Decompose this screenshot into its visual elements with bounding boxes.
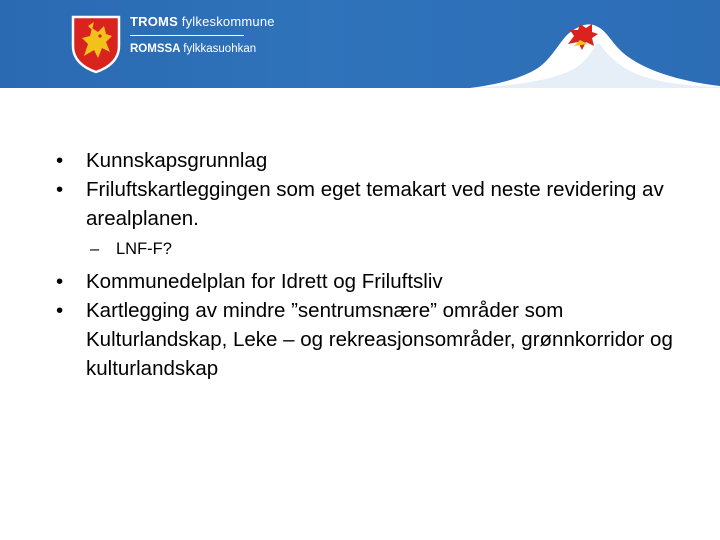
- coat-of-arms-logo: [70, 14, 122, 79]
- org-name-sami: [130, 43, 275, 55]
- org-divider: [130, 35, 244, 36]
- bullet-glyph: •: [56, 270, 64, 293]
- org-sami-bold: ROMSSA: [130, 43, 181, 55]
- slide-content: [56, 146, 686, 383]
- org-name-bold: TROMS: [130, 14, 178, 29]
- sub-bullet-text: LNF-F?: [116, 240, 172, 258]
- header-band: [0, 0, 720, 88]
- bullet-item: [56, 175, 686, 233]
- bullet-glyph: •: [56, 178, 64, 201]
- org-name-light: fylkeskommune: [181, 14, 275, 29]
- bullet-item: [56, 296, 686, 383]
- griffin-coat-of-arms-icon: [70, 14, 122, 74]
- bullet-item: [56, 146, 686, 175]
- dash-glyph: –: [90, 240, 100, 258]
- bullet-glyph: •: [56, 299, 64, 322]
- org-sami-light: fylkkasuohkan: [183, 43, 257, 55]
- bullet-glyph: •: [56, 149, 64, 172]
- bullet-item: [56, 267, 686, 296]
- organization-name: [130, 14, 275, 55]
- sub-bullet-item: [56, 237, 686, 261]
- bullet-text: Kommunedelplan for Idrett og Friluftsliv: [86, 270, 443, 293]
- bullet-text: Friluftskartleggingen som eget temakart ved neste revidering av arealplanen.: [86, 178, 664, 230]
- bullet-text: Kunnskapsgrunnlag: [86, 149, 268, 172]
- mountain-decoration: [470, 0, 720, 88]
- bullet-text: Kartlegging av mindre ”sentrumsnære” områder som Kulturlandskap, Leke – og rekreasjonsområder, grønnkorridor og kulturlandskap: [86, 299, 673, 380]
- org-name-norwegian: [130, 14, 275, 29]
